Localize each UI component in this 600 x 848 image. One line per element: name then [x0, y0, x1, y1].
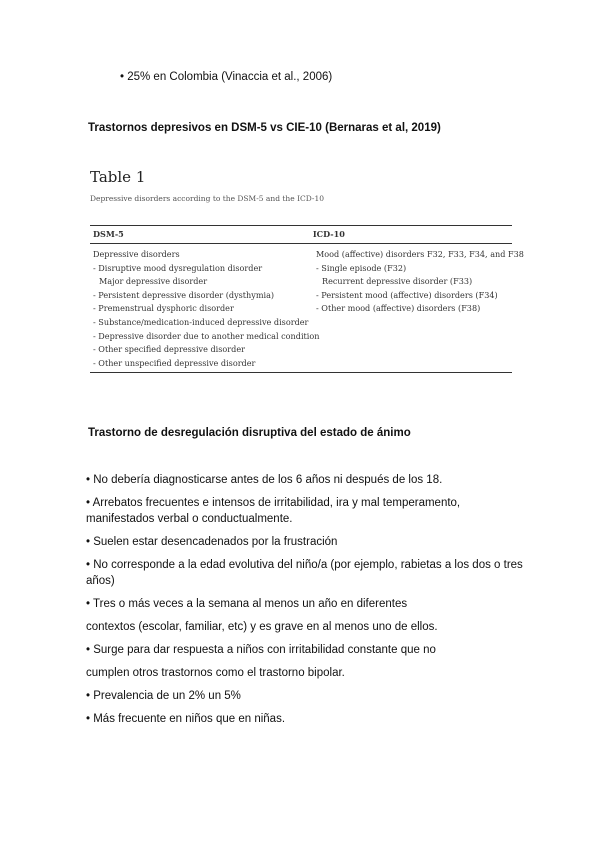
list-item: • Más frecuente en niños que en niñas.	[86, 713, 286, 725]
table-cell: - Other specified depressive disorder	[93, 344, 245, 355]
table-cell: - Single episode (F32)	[316, 262, 407, 273]
list-item: contextos (escolar, familiar, etc) y es grave en al menos uno de ellos.	[86, 621, 438, 633]
comparison-table	[90, 225, 524, 373]
section-heading-tdde: Trastorno de desregulación disruptiva del estado de ánimo	[88, 427, 411, 439]
table-header-row	[90, 226, 512, 244]
top-bullet: • 25% en Colombia (Vinaccia et al., 2006)	[120, 71, 333, 83]
table-cell: - Other unspecified depressive disorder	[93, 357, 256, 368]
list-item: • No debería diagnosticarse antes de los 6 años ni después de los 18.	[86, 474, 443, 486]
table-cell: Recurrent depressive disorder (F33)	[322, 276, 473, 287]
list-item: • Suelen estar desencadenados por la frustración	[86, 536, 338, 548]
table-cell: - Depressive disorder due to another medical condition	[93, 330, 320, 341]
table-figure	[90, 168, 524, 373]
list-item: manifestados verbal o conductualmente.	[86, 513, 293, 525]
criteria-list	[86, 472, 526, 727]
table-cell: Major depressive disorder	[99, 276, 208, 287]
table-cell: - Other mood (affective) disorders (F38)	[316, 303, 481, 314]
list-item: • Surge para dar respuesta a niños con irritabilidad constante que no	[86, 644, 436, 656]
section-heading-dsm5-vs-cie10: Trastornos depresivos en DSM-5 vs CIE-10 (Bernaras et al, 2019)	[88, 122, 441, 134]
header-dsm5: DSM-5	[93, 229, 124, 239]
header-icd10: ICD-10	[312, 229, 345, 239]
table-caption: Depressive disorders according to the DSM-5 and the ICD-10	[90, 194, 325, 203]
list-item: • Arrebatos frecuentes e intensos de irritabilidad, ira y mal temperamento,	[86, 497, 461, 509]
table-cell: - Persistent depressive disorder (dysthymia)	[93, 289, 275, 300]
list-item: • Tres o más veces a la semana al menos un año en diferentes	[86, 598, 408, 610]
list-item: años)	[86, 575, 115, 587]
table-body	[90, 244, 524, 372]
table-cell: Depressive disorders	[93, 249, 180, 259]
table-cell: Mood (affective) disorders F32, F33, F34, and F38	[316, 249, 524, 259]
table-cell: - Persistent mood (affective) disorders (F34)	[316, 289, 498, 300]
table-cell: - Substance/medication-induced depressive disorder	[93, 316, 309, 327]
list-item: • Prevalencia de un 2% un 5%	[86, 690, 241, 702]
list-item: cumplen otros trastornos como el trastorno bipolar.	[86, 667, 345, 679]
list-item: • No corresponde a la edad evolutiva del niño/a (por ejemplo, rabietas a los dos o tres	[86, 559, 523, 571]
table-cell: - Disruptive mood dysregulation disorder	[93, 262, 263, 273]
table-cell: - Premenstrual dysphoric disorder	[93, 303, 234, 314]
table-title: Table 1	[90, 168, 146, 186]
icd10-column	[313, 248, 524, 370]
dsm5-column	[90, 248, 320, 370]
